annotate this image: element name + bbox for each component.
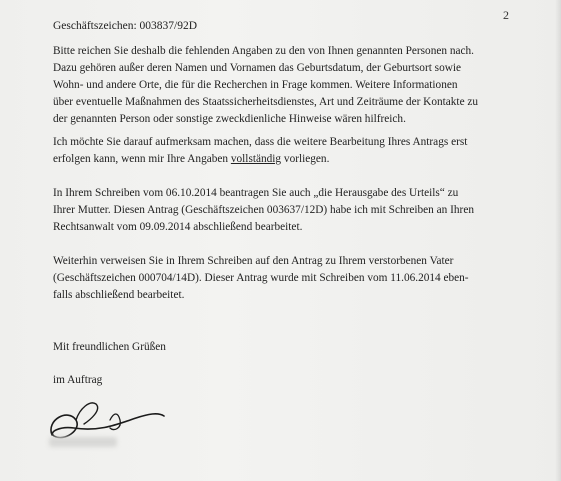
text-line: In Ihrem Schreiben vom 06.10.2014 beantragen Sie auch „die Herausgabe des Urteils“ zu bbox=[53, 187, 459, 199]
scan-shadow bbox=[555, 0, 561, 481]
text-line: Bitte reichen Sie deshalb die fehlenden Angaben zu den von Ihnen genannten Personen nach. bbox=[53, 45, 474, 57]
text-line bbox=[53, 151, 533, 168]
text-line: Ich möchte Sie darauf aufmerksam machen, dass die weitere Bearbeitung Ihres Antrags erst bbox=[53, 136, 468, 148]
text-line: über eventuelle Maßnahmen des Staatssicherheitsdienstes, Art und Zeiträume der Kontakte zu bbox=[53, 96, 479, 108]
paragraph-processing-notice bbox=[53, 134, 533, 168]
paragraph-missing-details bbox=[53, 43, 533, 128]
text-line: Wohn- und andere Orte, die für die Recherchen in Frage kommen. Weitere Informationen bbox=[53, 79, 458, 91]
text-line: Dazu gehören außer deren Namen und Vornamen das Geburtsdatum, der Geburtsort sowie bbox=[53, 62, 462, 74]
emphasis-word: vollständig bbox=[230, 153, 282, 165]
text-line: Weiterhin verweisen Sie in Ihrem Schreiben auf den Antrag zu Ihrem verstorbenen Vater bbox=[53, 255, 454, 267]
text-segment: vorliegen. bbox=[281, 153, 330, 165]
paragraph-father-request bbox=[53, 253, 533, 304]
on-behalf-label: im Auftrag bbox=[53, 374, 103, 386]
paragraph-mother-request bbox=[53, 185, 533, 236]
text-segment: erfolgen kann, wenn mir Ihre Angaben bbox=[53, 153, 231, 165]
text-line: falls abschließend bearbeitet. bbox=[53, 289, 185, 301]
reference-number: Geschäftszeichen: 003837/92D bbox=[53, 20, 198, 32]
redacted-name bbox=[49, 437, 117, 447]
closing-greeting: Mit freundlichen Grüßen bbox=[53, 341, 166, 353]
text-line: Ihrer Mutter. Diesen Antrag (Geschäftszeichen 003637/12D) habe ich mit Schreiben an Ihren bbox=[53, 204, 474, 216]
text-line: der genannten Person oder sonstige zweckdienliche Hinweise wären hilfreich. bbox=[53, 113, 406, 125]
text-line: Rechtsanwalt vom 09.09.2014 abschließend bearbeitet. bbox=[53, 221, 303, 233]
page-number: 2 bbox=[503, 8, 509, 22]
text-line: (Geschäftszeichen 000704/14D). Dieser Antrag wurde mit Schreiben vom 11.06.2014 eben- bbox=[53, 272, 469, 284]
